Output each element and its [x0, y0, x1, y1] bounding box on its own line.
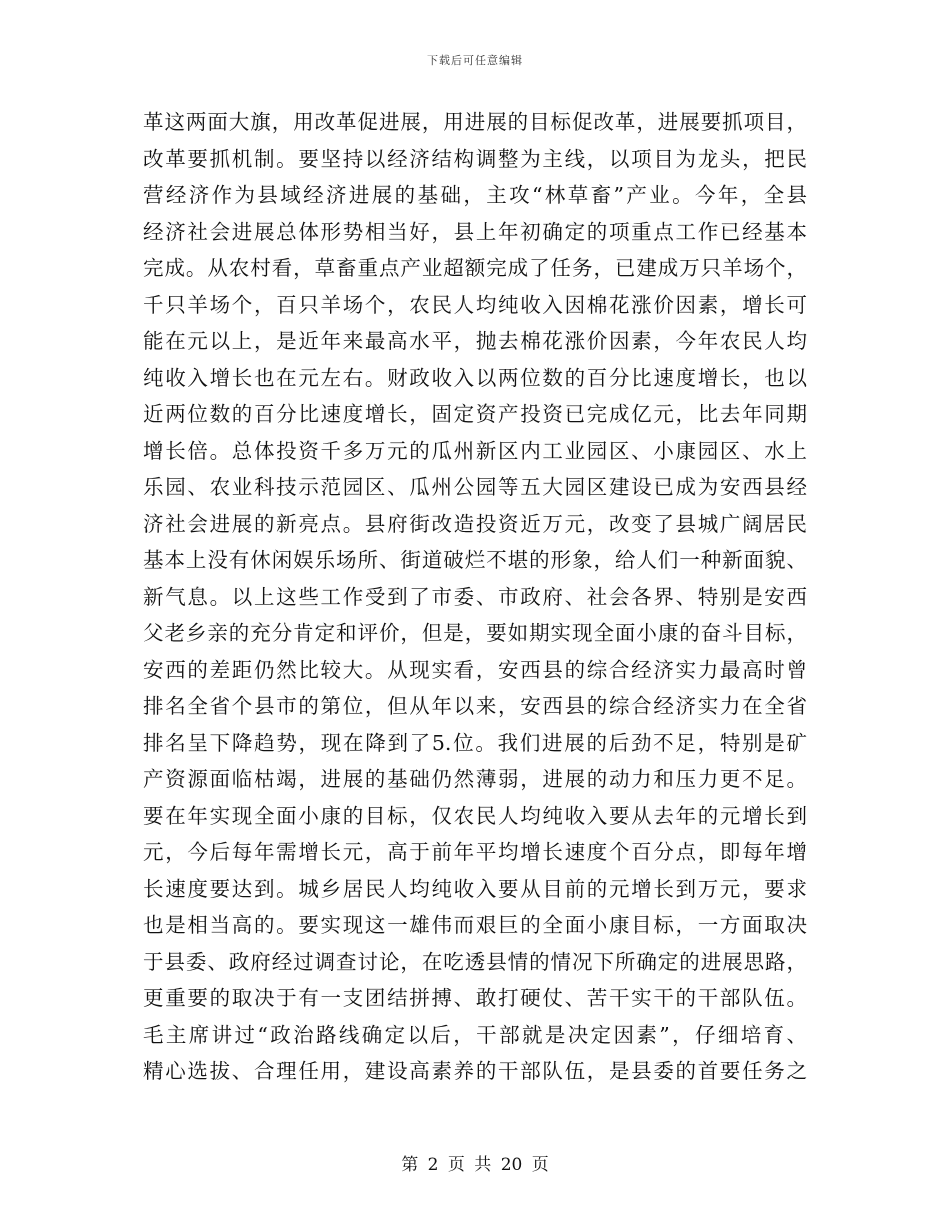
- text-line: 精心选拔、合理任用，建设高素养的干部队伍，是县委的首要任务之: [143, 1059, 807, 1083]
- text-line: 排名呈下降趋势，现在降到了5.位。我们进展的后劲不足，特别是矿: [143, 730, 807, 755]
- text-line: 济社会进展的新亮点。县府街改造投资近万元，改变了县城广阔居民: [143, 511, 807, 536]
- text-line: 新气息。以上这些工作受到了市委、市政府、社会各界、特别是安西: [143, 584, 807, 609]
- text-line: 毛主席讲过“政治路线确定以后，干部就是决定因素”，仔细培育、: [143, 1022, 807, 1047]
- text-line: 于县委、政府经过调查讨论，在吃透县情的情况下所确定的进展思路，: [143, 949, 807, 974]
- text-line: 安西的差距仍然比较大。从现实看，安西县的综合经济实力最高时曾: [143, 657, 807, 682]
- text-line: 产资源面临枯竭，进展的基础仍然薄弱，进展的动力和压力更不足。: [143, 767, 807, 791]
- text-line: 完成。从农村看，草畜重点产业超额完成了任务，已建成万只羊场个，: [143, 256, 807, 280]
- text-line: 纯收入增长也在元左右。财政收入以两位数的百分比速度增长，也以: [143, 365, 807, 390]
- text-line: 能在元以上，是近年来最高水平，抛去棉花涨价因素，今年农民人均: [143, 329, 807, 353]
- text-line: 革这两面大旗，用改革促进展，用进展的目标促改革，进展要抓项目，: [143, 110, 807, 134]
- text-line: 也是相当高的。要实现这一雄伟而艰巨的全面小康目标，一方面取决: [143, 913, 807, 937]
- document-body: [143, 104, 807, 1090]
- page-header: 下载后可任意编辑: [427, 54, 523, 67]
- text-line: 近两位数的百分比速度增长，固定资产投资已完成亿元，比去年同期: [143, 402, 807, 426]
- text-line: 千只羊场个，百只羊场个，农民人均纯收入因棉花涨价因素，增长可: [143, 292, 807, 317]
- text-line: 营经济作为县域经济进展的基础，主攻“林草畜”产业。今年，全县: [143, 183, 807, 207]
- text-line: 更重要的取决于有一支团结拼搏、敢打硬仗、苦干实干的干部队伍。: [143, 986, 807, 1010]
- text-line: 要在年实现全面小康的目标，仅农民人均纯收入要从去年的元增长到: [143, 803, 807, 828]
- text-line: 改革要抓机制。要坚持以经济结构调整为主线，以项目为龙头，把民: [143, 146, 807, 171]
- text-line: 经济社会进展总体形势相当好，县上年初确定的项重点工作已经基本: [143, 219, 807, 244]
- text-line: 乐园、农业科技示范园区、瓜州公园等五大园区建设已成为安西县经: [143, 475, 807, 499]
- text-line: 基本上没有休闲娱乐场所、街道破烂不堪的形象，给人们一种新面貌、: [143, 548, 807, 572]
- page-number: 第 2 页 共 20 页: [401, 1155, 549, 1175]
- text-line: 长速度要达到。城乡居民人均纯收入要从目前的元增长到万元，要求: [143, 876, 807, 901]
- text-line: 元，今后每年需增长元，高于前年平均增长速度个百分点，即每年增: [143, 840, 807, 864]
- text-line: 增长倍。总体投资千多万元的瓜州新区内工业园区、小康园区、水上: [143, 438, 807, 463]
- text-line: 父老乡亲的充分肯定和评价，但是，要如期实现全面小康的奋斗目标，: [143, 621, 807, 645]
- text-line: 排名全省个县市的第位，但从年以来，安西县的综合经济实力在全省: [143, 694, 807, 718]
